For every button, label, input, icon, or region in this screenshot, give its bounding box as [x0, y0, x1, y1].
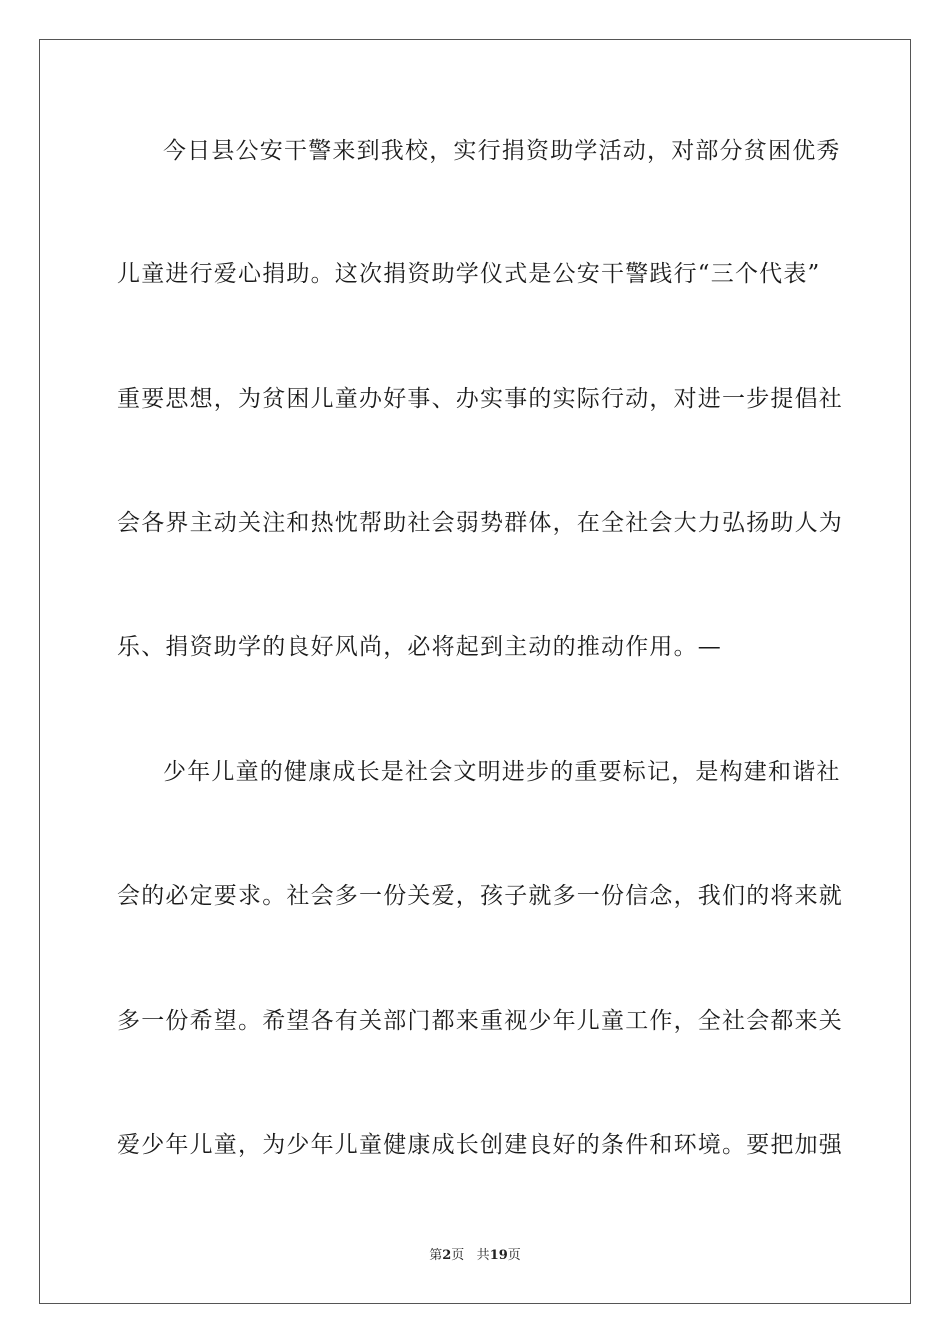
paragraph-1-line-3: 重要思想，为贫困儿童办好事、办实事的实际行动，对进一步提倡社 — [117, 386, 843, 412]
paragraph-2-line-1: 少年儿童的健康成长是社会文明进步的重要标记，是构建和谐社 — [163, 759, 841, 785]
page-footer — [0, 1247, 950, 1265]
page-number: 2 — [442, 1248, 452, 1263]
paragraph-2-line-3: 多一份希望。希望各有关部门都来重视少年儿童工作，全社会都来关 — [117, 1008, 843, 1034]
paragraph-1-line-4: 会各界主动关注和热忱帮助社会弱势群体，在全社会大力弘扬助人为 — [117, 510, 843, 536]
total-pages: 19 — [489, 1248, 508, 1263]
paragraph-1-line-5: 乐、捐资助学的良好风尚，必将起到主动的推动作用。— — [117, 634, 722, 660]
page-suffix: 页 — [451, 1248, 465, 1263]
total-prefix: 共 — [476, 1248, 490, 1263]
page-border — [39, 39, 911, 1304]
paragraph-1-line-1: 今日县公安干警来到我校，实行捐资助学活动，对部分贫困优秀 — [163, 138, 841, 164]
paragraph-2-line-2: 会的必定要求。社会多一份关爱，孩子就多一份信念，我们的将来就 — [117, 883, 843, 909]
total-suffix: 页 — [507, 1248, 521, 1263]
paragraph-1-line-2: 儿童进行爱心捐助。这次捐资助学仪式是公安干警践行“三个代表” — [117, 261, 821, 287]
paragraph-2-line-4: 爱少年儿童，为少年儿童健康成长创建良好的条件和环境。要把加强 — [117, 1132, 843, 1158]
page-prefix: 第 — [429, 1248, 443, 1263]
